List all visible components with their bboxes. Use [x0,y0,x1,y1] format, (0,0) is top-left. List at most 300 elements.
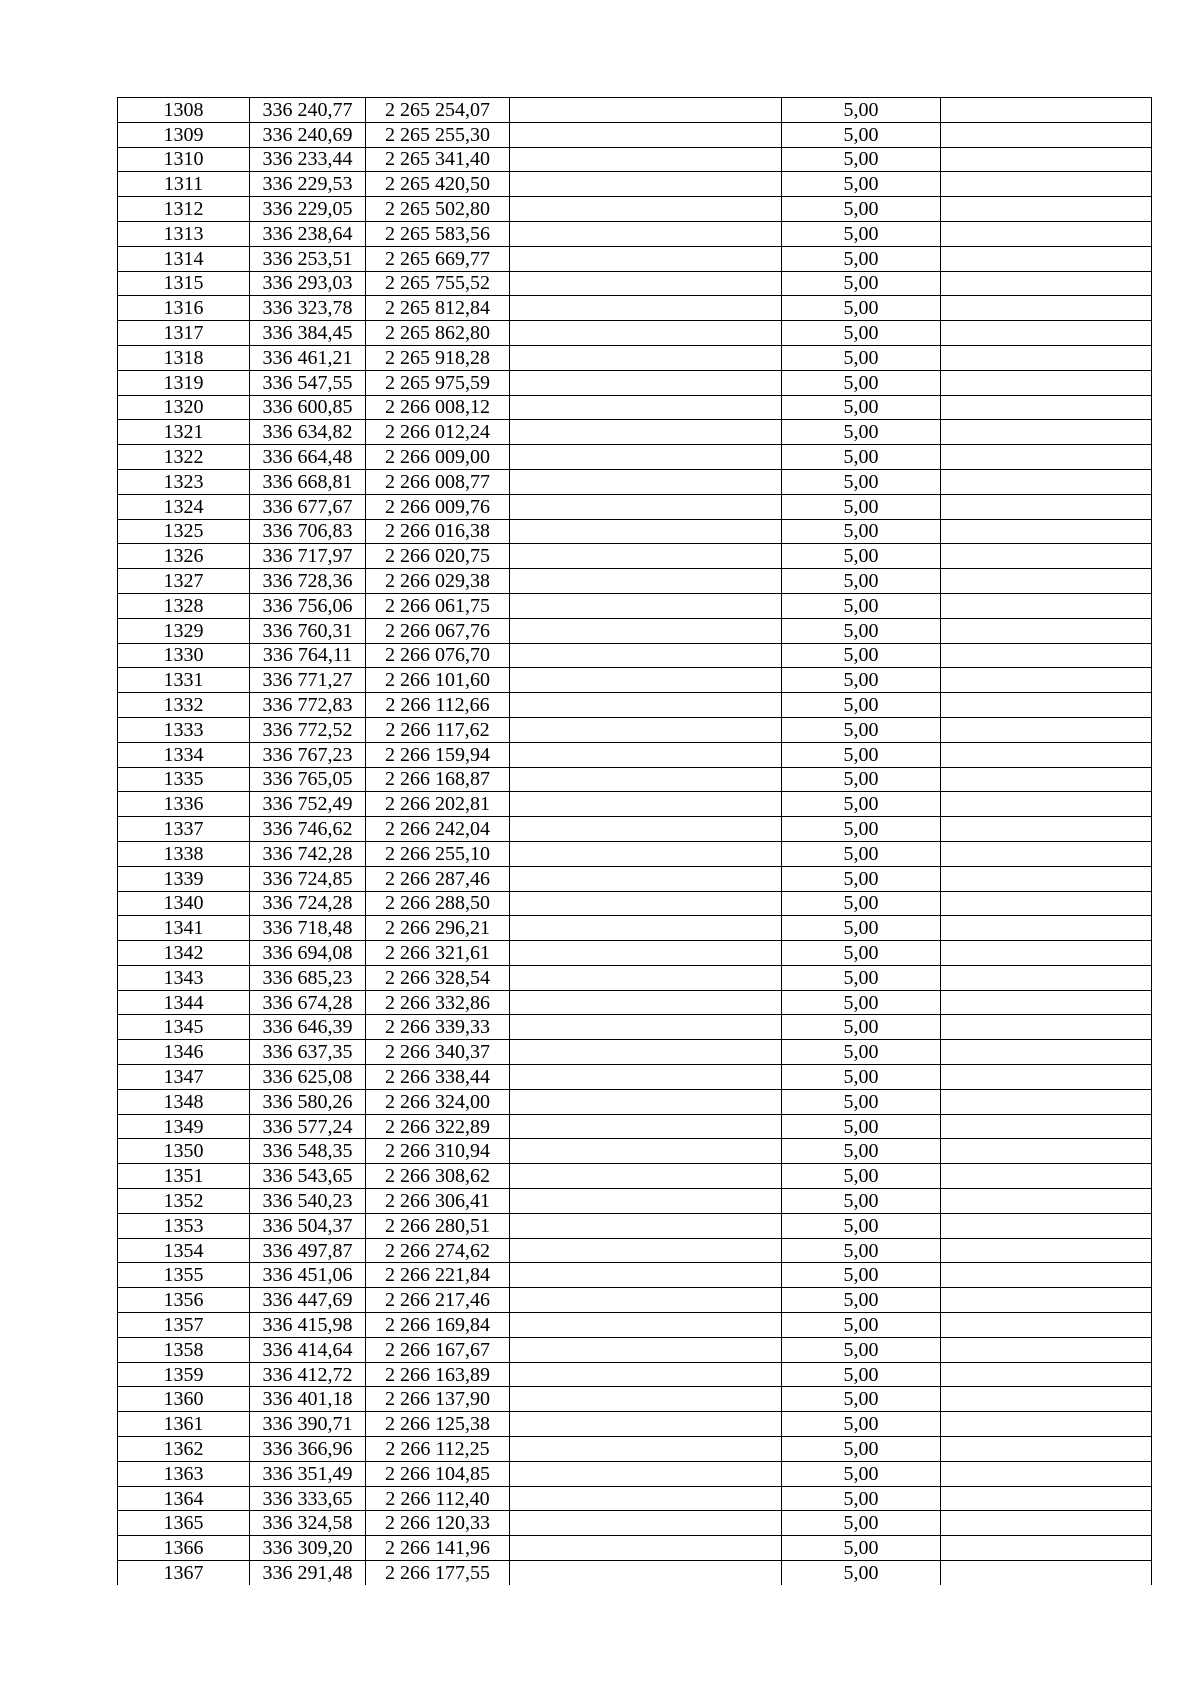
empty-cell [941,1213,1152,1238]
x-coordinate-cell: 336 323,78 [250,296,366,321]
empty-cell [510,1065,782,1090]
empty-cell [510,395,782,420]
table-row [118,668,1152,693]
empty-cell [510,1461,782,1486]
accuracy-value-cell: 5,00 [782,1040,941,1065]
table-row [118,1387,1152,1412]
accuracy-value-cell: 5,00 [782,122,941,147]
empty-cell [941,494,1152,519]
point-number-cell: 1324 [118,494,250,519]
point-number-cell: 1316 [118,296,250,321]
y-coordinate-cell: 2 265 254,07 [366,98,510,123]
table-row [118,693,1152,718]
y-coordinate-cell: 2 266 310,94 [366,1139,510,1164]
table-row [118,1362,1152,1387]
y-coordinate-cell: 2 266 112,40 [366,1486,510,1511]
y-coordinate-cell: 2 265 975,59 [366,370,510,395]
accuracy-value-cell: 5,00 [782,1238,941,1263]
point-number-cell: 1363 [118,1461,250,1486]
table-row [118,1536,1152,1561]
empty-cell [510,792,782,817]
table-row [118,296,1152,321]
y-coordinate-cell: 2 266 177,55 [366,1561,510,1585]
empty-cell [941,420,1152,445]
table-row [118,197,1152,222]
point-number-cell: 1321 [118,420,250,445]
table-row [118,246,1152,271]
accuracy-value-cell: 5,00 [782,1015,941,1040]
y-coordinate-cell: 2 266 008,77 [366,469,510,494]
empty-cell [941,147,1152,172]
x-coordinate-cell: 336 412,72 [250,1362,366,1387]
empty-cell [510,1288,782,1313]
accuracy-value-cell: 5,00 [782,668,941,693]
point-number-cell: 1309 [118,122,250,147]
table-row [118,1313,1152,1338]
point-number-cell: 1359 [118,1362,250,1387]
table-row [118,395,1152,420]
table-row [118,1015,1152,1040]
accuracy-value-cell: 5,00 [782,445,941,470]
table-row [118,569,1152,594]
x-coordinate-cell: 336 771,27 [250,668,366,693]
accuracy-value-cell: 5,00 [782,916,941,941]
accuracy-value-cell: 5,00 [782,420,941,445]
empty-cell [941,1065,1152,1090]
table-row [118,420,1152,445]
table-row [118,1263,1152,1288]
table-row [118,643,1152,668]
table-row [118,990,1152,1015]
point-number-cell: 1319 [118,370,250,395]
y-coordinate-cell: 2 266 112,25 [366,1437,510,1462]
point-number-cell: 1360 [118,1387,250,1412]
table-row [118,271,1152,296]
point-number-cell: 1310 [118,147,250,172]
accuracy-value-cell: 5,00 [782,1387,941,1412]
table-row [118,1065,1152,1090]
empty-cell [510,197,782,222]
point-number-cell: 1366 [118,1536,250,1561]
table-row [118,1561,1152,1585]
point-number-cell: 1344 [118,990,250,1015]
empty-cell [941,891,1152,916]
empty-cell [510,445,782,470]
empty-cell [510,742,782,767]
accuracy-value-cell: 5,00 [782,841,941,866]
empty-cell [510,916,782,941]
accuracy-value-cell: 5,00 [782,817,941,842]
empty-cell [510,643,782,668]
accuracy-value-cell: 5,00 [782,395,941,420]
accuracy-value-cell: 5,00 [782,1337,941,1362]
empty-cell [941,1164,1152,1189]
y-coordinate-cell: 2 266 324,00 [366,1089,510,1114]
x-coordinate-cell: 336 309,20 [250,1536,366,1561]
y-coordinate-cell: 2 265 755,52 [366,271,510,296]
table-row [118,544,1152,569]
point-number-cell: 1315 [118,271,250,296]
table-row [118,891,1152,916]
empty-cell [941,1362,1152,1387]
x-coordinate-cell: 336 694,08 [250,941,366,966]
x-coordinate-cell: 336 668,81 [250,469,366,494]
empty-cell [941,593,1152,618]
empty-cell [510,1486,782,1511]
y-coordinate-cell: 2 266 029,38 [366,569,510,594]
accuracy-value-cell: 5,00 [782,643,941,668]
point-number-cell: 1328 [118,593,250,618]
empty-cell [510,1089,782,1114]
point-number-cell: 1350 [118,1139,250,1164]
point-number-cell: 1329 [118,618,250,643]
point-number-cell: 1342 [118,941,250,966]
empty-cell [510,1263,782,1288]
point-number-cell: 1337 [118,817,250,842]
point-number-cell: 1352 [118,1189,250,1214]
empty-cell [510,668,782,693]
empty-cell [941,321,1152,346]
y-coordinate-cell: 2 265 812,84 [366,296,510,321]
y-coordinate-cell: 2 266 340,37 [366,1040,510,1065]
x-coordinate-cell: 336 664,48 [250,445,366,470]
accuracy-value-cell: 5,00 [782,717,941,742]
x-coordinate-cell: 336 366,96 [250,1437,366,1462]
accuracy-value-cell: 5,00 [782,544,941,569]
empty-cell [510,891,782,916]
table-row [118,1238,1152,1263]
empty-cell [510,122,782,147]
table-row [118,1213,1152,1238]
point-number-cell: 1367 [118,1561,250,1585]
y-coordinate-cell: 2 266 008,12 [366,395,510,420]
x-coordinate-cell: 336 637,35 [250,1040,366,1065]
empty-cell [510,1015,782,1040]
y-coordinate-cell: 2 266 067,76 [366,618,510,643]
accuracy-value-cell: 5,00 [782,147,941,172]
point-number-cell: 1340 [118,891,250,916]
accuracy-value-cell: 5,00 [782,792,941,817]
y-coordinate-cell: 2 265 583,56 [366,221,510,246]
empty-cell [510,817,782,842]
empty-cell [941,618,1152,643]
y-coordinate-cell: 2 266 202,81 [366,792,510,817]
table-row [118,717,1152,742]
point-number-cell: 1349 [118,1114,250,1139]
empty-cell [510,469,782,494]
empty-cell [510,271,782,296]
point-number-cell: 1351 [118,1164,250,1189]
table-row [118,965,1152,990]
x-coordinate-cell: 336 447,69 [250,1288,366,1313]
x-coordinate-cell: 336 415,98 [250,1313,366,1338]
accuracy-value-cell: 5,00 [782,296,941,321]
y-coordinate-cell: 2 266 221,84 [366,1263,510,1288]
accuracy-value-cell: 5,00 [782,1164,941,1189]
y-coordinate-cell: 2 266 322,89 [366,1114,510,1139]
x-coordinate-cell: 336 760,31 [250,618,366,643]
y-coordinate-cell: 2 266 117,62 [366,717,510,742]
table-row [118,370,1152,395]
empty-cell [510,1337,782,1362]
accuracy-value-cell: 5,00 [782,345,941,370]
empty-cell [941,469,1152,494]
y-coordinate-cell: 2 266 255,10 [366,841,510,866]
empty-cell [510,717,782,742]
x-coordinate-cell: 336 497,87 [250,1238,366,1263]
empty-cell [510,569,782,594]
empty-cell [941,717,1152,742]
y-coordinate-cell: 2 266 288,50 [366,891,510,916]
x-coordinate-cell: 336 461,21 [250,345,366,370]
table-row [118,767,1152,792]
y-coordinate-cell: 2 266 328,54 [366,965,510,990]
accuracy-value-cell: 5,00 [782,1536,941,1561]
point-number-cell: 1336 [118,792,250,817]
accuracy-value-cell: 5,00 [782,1288,941,1313]
accuracy-value-cell: 5,00 [782,891,941,916]
accuracy-value-cell: 5,00 [782,1461,941,1486]
empty-cell [510,370,782,395]
x-coordinate-cell: 336 718,48 [250,916,366,941]
accuracy-value-cell: 5,00 [782,1486,941,1511]
y-coordinate-cell: 2 266 168,87 [366,767,510,792]
table-row [118,593,1152,618]
y-coordinate-cell: 2 266 332,86 [366,990,510,1015]
empty-cell [941,197,1152,222]
x-coordinate-cell: 336 233,44 [250,147,366,172]
x-coordinate-cell: 336 724,85 [250,866,366,891]
empty-cell [941,1015,1152,1040]
point-number-cell: 1323 [118,469,250,494]
table-row [118,221,1152,246]
x-coordinate-cell: 336 229,53 [250,172,366,197]
table-row [118,98,1152,123]
y-coordinate-cell: 2 266 321,61 [366,941,510,966]
y-coordinate-cell: 2 265 255,30 [366,122,510,147]
empty-cell [510,1362,782,1387]
x-coordinate-cell: 336 547,55 [250,370,366,395]
y-coordinate-cell: 2 266 101,60 [366,668,510,693]
accuracy-value-cell: 5,00 [782,767,941,792]
table-row [118,1089,1152,1114]
x-coordinate-cell: 336 600,85 [250,395,366,420]
empty-cell [510,941,782,966]
x-coordinate-cell: 336 625,08 [250,1065,366,1090]
empty-cell [941,122,1152,147]
table-row [118,792,1152,817]
accuracy-value-cell: 5,00 [782,1213,941,1238]
x-coordinate-cell: 336 451,06 [250,1263,366,1288]
table-row [118,1486,1152,1511]
point-number-cell: 1345 [118,1015,250,1040]
empty-cell [941,1238,1152,1263]
empty-cell [941,1437,1152,1462]
empty-cell [510,1313,782,1338]
point-number-cell: 1339 [118,866,250,891]
point-number-cell: 1362 [118,1437,250,1462]
table-row [118,1437,1152,1462]
empty-cell [941,742,1152,767]
accuracy-value-cell: 5,00 [782,1511,941,1536]
empty-cell [941,866,1152,891]
x-coordinate-cell: 336 752,49 [250,792,366,817]
accuracy-value-cell: 5,00 [782,990,941,1015]
empty-cell [510,1536,782,1561]
x-coordinate-cell: 336 238,64 [250,221,366,246]
empty-cell [941,1189,1152,1214]
coordinates-table [117,97,1152,1585]
table-row [118,519,1152,544]
x-coordinate-cell: 336 543,65 [250,1164,366,1189]
accuracy-value-cell: 5,00 [782,98,941,123]
accuracy-value-cell: 5,00 [782,941,941,966]
table-row [118,1114,1152,1139]
y-coordinate-cell: 2 266 280,51 [366,1213,510,1238]
point-number-cell: 1353 [118,1213,250,1238]
table-row [118,494,1152,519]
x-coordinate-cell: 336 401,18 [250,1387,366,1412]
empty-cell [510,98,782,123]
table-row [118,1412,1152,1437]
table-row [118,866,1152,891]
empty-cell [941,544,1152,569]
point-number-cell: 1357 [118,1313,250,1338]
table-row [118,941,1152,966]
y-coordinate-cell: 2 266 112,66 [366,693,510,718]
y-coordinate-cell: 2 266 169,84 [366,1313,510,1338]
x-coordinate-cell: 336 229,05 [250,197,366,222]
empty-cell [941,1486,1152,1511]
y-coordinate-cell: 2 266 137,90 [366,1387,510,1412]
accuracy-value-cell: 5,00 [782,271,941,296]
empty-cell [510,1412,782,1437]
empty-cell [510,1189,782,1214]
x-coordinate-cell: 336 240,77 [250,98,366,123]
empty-cell [941,1139,1152,1164]
y-coordinate-cell: 2 266 120,33 [366,1511,510,1536]
accuracy-value-cell: 5,00 [782,1114,941,1139]
y-coordinate-cell: 2 266 159,94 [366,742,510,767]
empty-cell [941,1561,1152,1585]
empty-cell [510,593,782,618]
x-coordinate-cell: 336 577,24 [250,1114,366,1139]
x-coordinate-cell: 336 685,23 [250,965,366,990]
empty-cell [941,345,1152,370]
accuracy-value-cell: 5,00 [782,1263,941,1288]
table-row [118,1461,1152,1486]
accuracy-value-cell: 5,00 [782,1561,941,1585]
table-row [118,469,1152,494]
x-coordinate-cell: 336 764,11 [250,643,366,668]
table-row [118,1164,1152,1189]
empty-cell [510,1511,782,1536]
empty-cell [941,1263,1152,1288]
point-number-cell: 1318 [118,345,250,370]
x-coordinate-cell: 336 351,49 [250,1461,366,1486]
point-number-cell: 1346 [118,1040,250,1065]
table-row [118,172,1152,197]
table-row [118,1288,1152,1313]
x-coordinate-cell: 336 548,35 [250,1139,366,1164]
empty-cell [941,1089,1152,1114]
empty-cell [510,519,782,544]
y-coordinate-cell: 2 265 862,80 [366,321,510,346]
empty-cell [510,1164,782,1189]
empty-cell [941,221,1152,246]
point-number-cell: 1311 [118,172,250,197]
x-coordinate-cell: 336 390,71 [250,1412,366,1437]
point-number-cell: 1347 [118,1065,250,1090]
accuracy-value-cell: 5,00 [782,321,941,346]
empty-cell [941,1412,1152,1437]
y-coordinate-cell: 2 266 306,41 [366,1189,510,1214]
y-coordinate-cell: 2 265 420,50 [366,172,510,197]
point-number-cell: 1317 [118,321,250,346]
x-coordinate-cell: 336 333,65 [250,1486,366,1511]
y-coordinate-cell: 2 266 125,38 [366,1412,510,1437]
empty-cell [941,1461,1152,1486]
table-row [118,445,1152,470]
table-row [118,841,1152,866]
x-coordinate-cell: 336 540,23 [250,1189,366,1214]
y-coordinate-cell: 2 266 296,21 [366,916,510,941]
x-coordinate-cell: 336 291,48 [250,1561,366,1585]
empty-cell [941,941,1152,966]
empty-cell [941,395,1152,420]
y-coordinate-cell: 2 265 502,80 [366,197,510,222]
x-coordinate-cell: 336 580,26 [250,1089,366,1114]
y-coordinate-cell: 2 265 669,77 [366,246,510,271]
empty-cell [941,1114,1152,1139]
y-coordinate-cell: 2 266 287,46 [366,866,510,891]
accuracy-value-cell: 5,00 [782,593,941,618]
accuracy-value-cell: 5,00 [782,1362,941,1387]
point-number-cell: 1356 [118,1288,250,1313]
y-coordinate-cell: 2 265 341,40 [366,147,510,172]
point-number-cell: 1313 [118,221,250,246]
point-number-cell: 1333 [118,717,250,742]
x-coordinate-cell: 336 677,67 [250,494,366,519]
accuracy-value-cell: 5,00 [782,1313,941,1338]
y-coordinate-cell: 2 266 339,33 [366,1015,510,1040]
x-coordinate-cell: 336 742,28 [250,841,366,866]
point-number-cell: 1348 [118,1089,250,1114]
empty-cell [510,767,782,792]
y-coordinate-cell: 2 266 076,70 [366,643,510,668]
y-coordinate-cell: 2 266 163,89 [366,1362,510,1387]
empty-cell [941,246,1152,271]
x-coordinate-cell: 336 772,52 [250,717,366,742]
table-row [118,345,1152,370]
y-coordinate-cell: 2 266 217,46 [366,1288,510,1313]
empty-cell [510,321,782,346]
empty-cell [510,841,782,866]
empty-cell [941,916,1152,941]
empty-cell [941,172,1152,197]
accuracy-value-cell: 5,00 [782,742,941,767]
point-number-cell: 1364 [118,1486,250,1511]
point-number-cell: 1332 [118,693,250,718]
y-coordinate-cell: 2 266 242,04 [366,817,510,842]
x-coordinate-cell: 336 746,62 [250,817,366,842]
x-coordinate-cell: 336 724,28 [250,891,366,916]
x-coordinate-cell: 336 414,64 [250,1337,366,1362]
table-row [118,618,1152,643]
x-coordinate-cell: 336 765,05 [250,767,366,792]
y-coordinate-cell: 2 266 167,67 [366,1337,510,1362]
point-number-cell: 1343 [118,965,250,990]
